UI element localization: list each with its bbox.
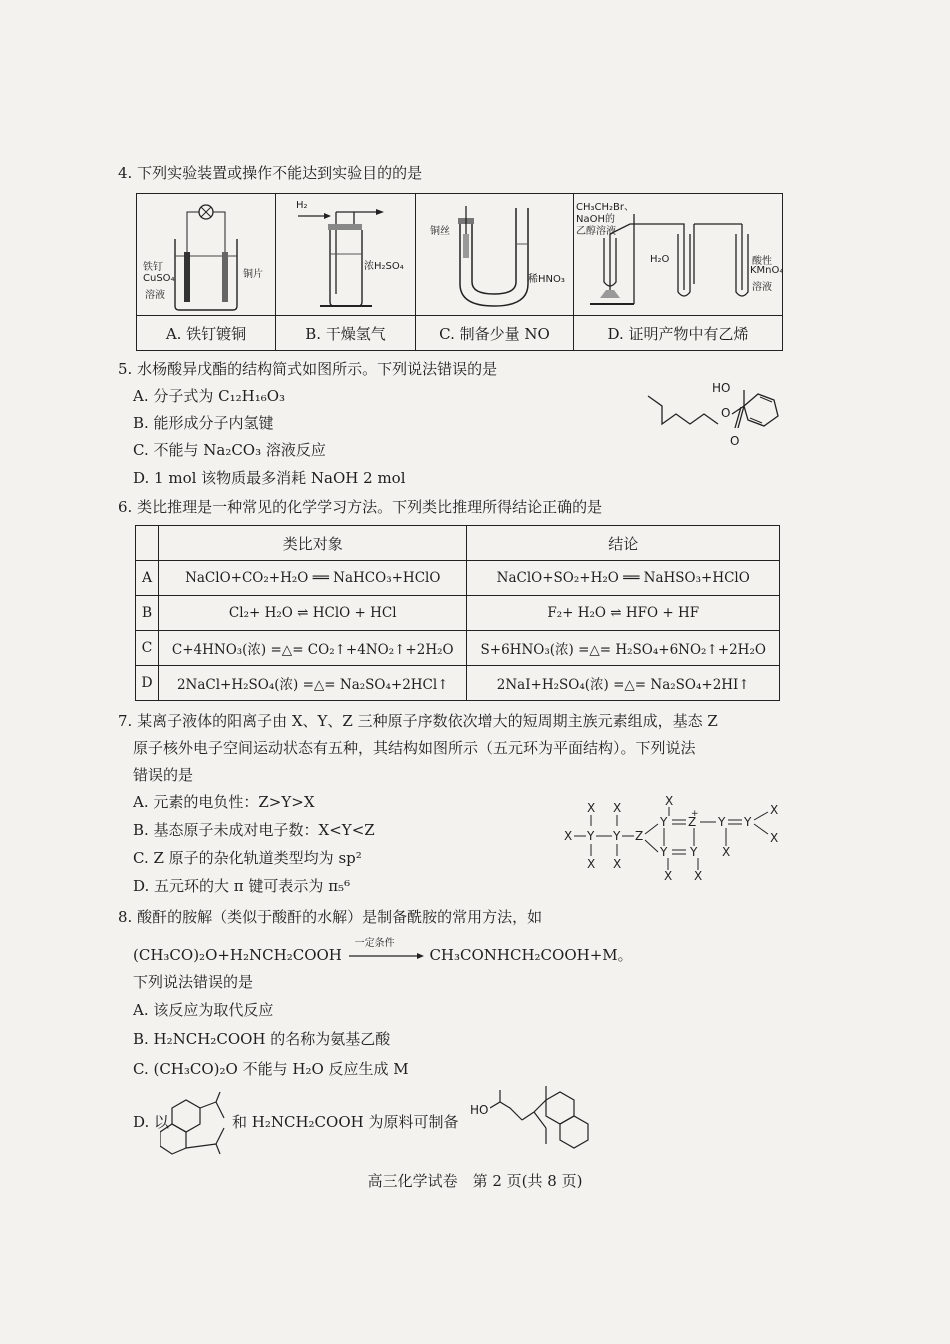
q8-option-d-prefix: D. 以 (133, 1113, 170, 1131)
q5-option-d: D. 1 mol 该物质最多消耗 NaOH 2 mol (133, 469, 406, 487)
svg-text:X: X (770, 831, 779, 845)
label-copper-wire: 铜丝 (430, 226, 450, 237)
q7-stem-line3: 错误的是 (133, 766, 194, 784)
table-row (136, 666, 780, 701)
svg-text:X: X (587, 857, 596, 871)
label-acidic: 酸性 (752, 256, 772, 267)
q8-stem: 8. 酸酐的胺解（类似于酸酐的水解）是制备酰胺的常用方法，如 (118, 908, 543, 926)
naphthalic-anhydride-structure-icon (160, 1088, 240, 1160)
label-ester-o: O (721, 406, 731, 420)
label-conc-h2so4: 浓H₂SO₄ (364, 261, 404, 272)
svg-text:Y: Y (587, 829, 595, 843)
q8-option-d-middle: 和 H₂NCH₂COOH 为原料可制备 (232, 1113, 459, 1131)
svg-text:X: X (694, 869, 703, 883)
q6-row-key: B (136, 596, 159, 631)
q6-head-blank (136, 526, 159, 561)
q5-option-c: C. 不能与 Na₂CO₃ 溶液反应 (133, 441, 326, 459)
svg-text:X: X (664, 869, 673, 883)
q6-row-conclusion: F₂+ H₂O ⇌ HFO + HF (467, 596, 780, 631)
table-row (136, 561, 780, 596)
svg-text:Z: Z (635, 829, 644, 843)
q4-option-c-caption: C. 制备少量 NO (416, 315, 573, 350)
q6-row-key: C (136, 631, 159, 666)
q5-option-b: B. 能形成分子内氢键 (133, 414, 274, 432)
q4-stem: 4. 下列实验装置或操作不能达到实验目的的是 (118, 164, 423, 182)
q8-option-a: A. 该反应为取代反应 (133, 1001, 274, 1019)
label-copper-plate: 铜片 (243, 269, 263, 280)
q4-option-a-caption: A. 铁钉镀铜 (137, 315, 275, 350)
q5-option-a: A. 分子式为 C₁₂H₁₆O₃ (133, 387, 286, 405)
q4-option-d-cell (574, 194, 783, 351)
q4-option-d-caption: D. 证明产物中有乙烯 (574, 315, 782, 350)
label-naoh: NaOH的 (576, 214, 615, 225)
label-kmno4-solution: 溶液 (752, 282, 772, 293)
svg-text:X: X (665, 794, 674, 808)
q7-option-c: C. Z 原子的杂化轨道类型均为 sp² (133, 849, 362, 867)
svg-text:X: X (722, 845, 731, 859)
q6-row-object: Cl₂+ H₂O ⇌ HClO + HCl (159, 596, 467, 631)
label-dilute-hno3: 稀HNO₃ (528, 274, 565, 285)
right-arrow-icon (347, 946, 425, 966)
table-row (136, 596, 780, 631)
q6-row-object: 2NaCl+H₂SO₄(浓) =△= Na₂SO₄+2HCl↑ (159, 666, 467, 701)
svg-text:Y: Y (613, 829, 621, 843)
q4-option-c-cell (416, 194, 574, 351)
svg-text:Y: Y (660, 845, 668, 859)
q6-row-conclusion: 2NaI+H₂SO₄(浓) =△= Na₂SO₄+2HI↑ (467, 666, 780, 701)
svg-text:Z: Z (688, 815, 697, 829)
q6-row-key: D (136, 666, 159, 701)
page-footer: 高三化学试卷 第 2 页(共 8 页) (367, 1172, 583, 1190)
svg-text:Y: Y (718, 815, 726, 829)
label-water: H₂O (650, 254, 670, 265)
q8-ask: 下列说法错误的是 (133, 973, 254, 991)
q4-option-b-cell (276, 194, 416, 351)
svg-text:X: X (587, 801, 596, 815)
q6-stem: 6. 类比推理是一种常见的化学学习方法。下列类比推理所得结论正确的是 (118, 498, 603, 516)
label-h2: H₂ (296, 200, 308, 211)
table-row (136, 631, 780, 666)
q8-equation (133, 938, 633, 966)
label-cuso4: CuSO₄ (143, 273, 175, 284)
q6-row-conclusion: S+6HNO₃(浓) =△= H₂SO₄+6NO₂↑+2H₂O (467, 631, 780, 666)
svg-text:Y: Y (744, 815, 752, 829)
q4-option-a-cell (137, 194, 276, 351)
q4-option-b-caption: B. 干燥氢气 (276, 315, 415, 350)
label-solution: 溶液 (145, 290, 165, 301)
label-ethanol-solution: 乙醇溶液 (576, 226, 616, 237)
u-tube-apparatus-icon (416, 194, 573, 315)
svg-text:X: X (770, 803, 779, 817)
svg-text:X: X (564, 829, 573, 843)
q6-row-conclusion: NaClO+SO₂+H₂O ══ NaHSO₃+HClO (467, 561, 780, 596)
gas-washing-bottle-icon (276, 194, 415, 315)
svg-text:+: + (691, 809, 699, 819)
label-ho: HO (712, 381, 731, 395)
svg-text:X: X (613, 857, 622, 871)
q6-analogy-table (135, 525, 780, 701)
q8-equation-right: CH₃CONHCH₂COOH+M。 (429, 946, 633, 964)
naphthalimide-acetic-acid-structure-icon (490, 1082, 600, 1162)
ionic-liquid-cation-structure-icon (560, 790, 790, 885)
q8-reaction-arrow (347, 938, 425, 966)
q7-option-a: A. 元素的电负性：Z>Y>X (133, 793, 315, 811)
q7-option-b: B. 基态原子未成对电子数：X<Y<Z (133, 821, 375, 839)
label-carbonyl-o: O (730, 434, 740, 448)
q8-option-c: C. (CH₃CO)₂O 不能与 H₂O 反应生成 M (133, 1060, 409, 1078)
q7-stem-line2: 原子核外电子空间运动状态有五种，其结构如图所示（五元环为平面结构）。下列说法 (133, 739, 696, 757)
q8-ho-label: HO (470, 1103, 489, 1117)
q6-row-object: C+4HNO₃(浓) =△= CO₂↑+4NO₂↑+2H₂O (159, 631, 467, 666)
q5-stem: 5. 水杨酸异戊酯的结构简式如图所示。下列说法错误的是 (118, 360, 498, 378)
q6-head-conclusion: 结论 (467, 526, 780, 561)
q8-equation-left: (CH₃CO)₂O+H₂NCH₂COOH (133, 946, 342, 964)
svg-text:Y: Y (690, 845, 698, 859)
q4-apparatus-table (136, 193, 783, 351)
q7-option-d: D. 五元环的大 π 键可表示为 π₅⁶ (133, 877, 351, 895)
q7-stem-line1: 7. 某离子液体的阳离子由 X、Y、Z 三种原子序数依次增大的短周期主族元素组成，基态 Z (118, 712, 718, 730)
q6-row-object: NaClO+CO₂+H₂O ══ NaHCO₃+HClO (159, 561, 467, 596)
q6-head-object: 类比对象 (159, 526, 467, 561)
svg-text:Y: Y (660, 815, 668, 829)
q6-row-key: A (136, 561, 159, 596)
q8-condition: 一定条件 (354, 938, 395, 949)
label-reactant: CH₃CH₂Br、 (576, 202, 634, 213)
label-kmno4: KMnO₄ (750, 265, 784, 276)
svg-text:X: X (613, 801, 622, 815)
q8-option-b: B. H₂NCH₂COOH 的名称为氨基乙酸 (133, 1030, 391, 1048)
label-iron-nail: 铁钉 (143, 262, 163, 273)
